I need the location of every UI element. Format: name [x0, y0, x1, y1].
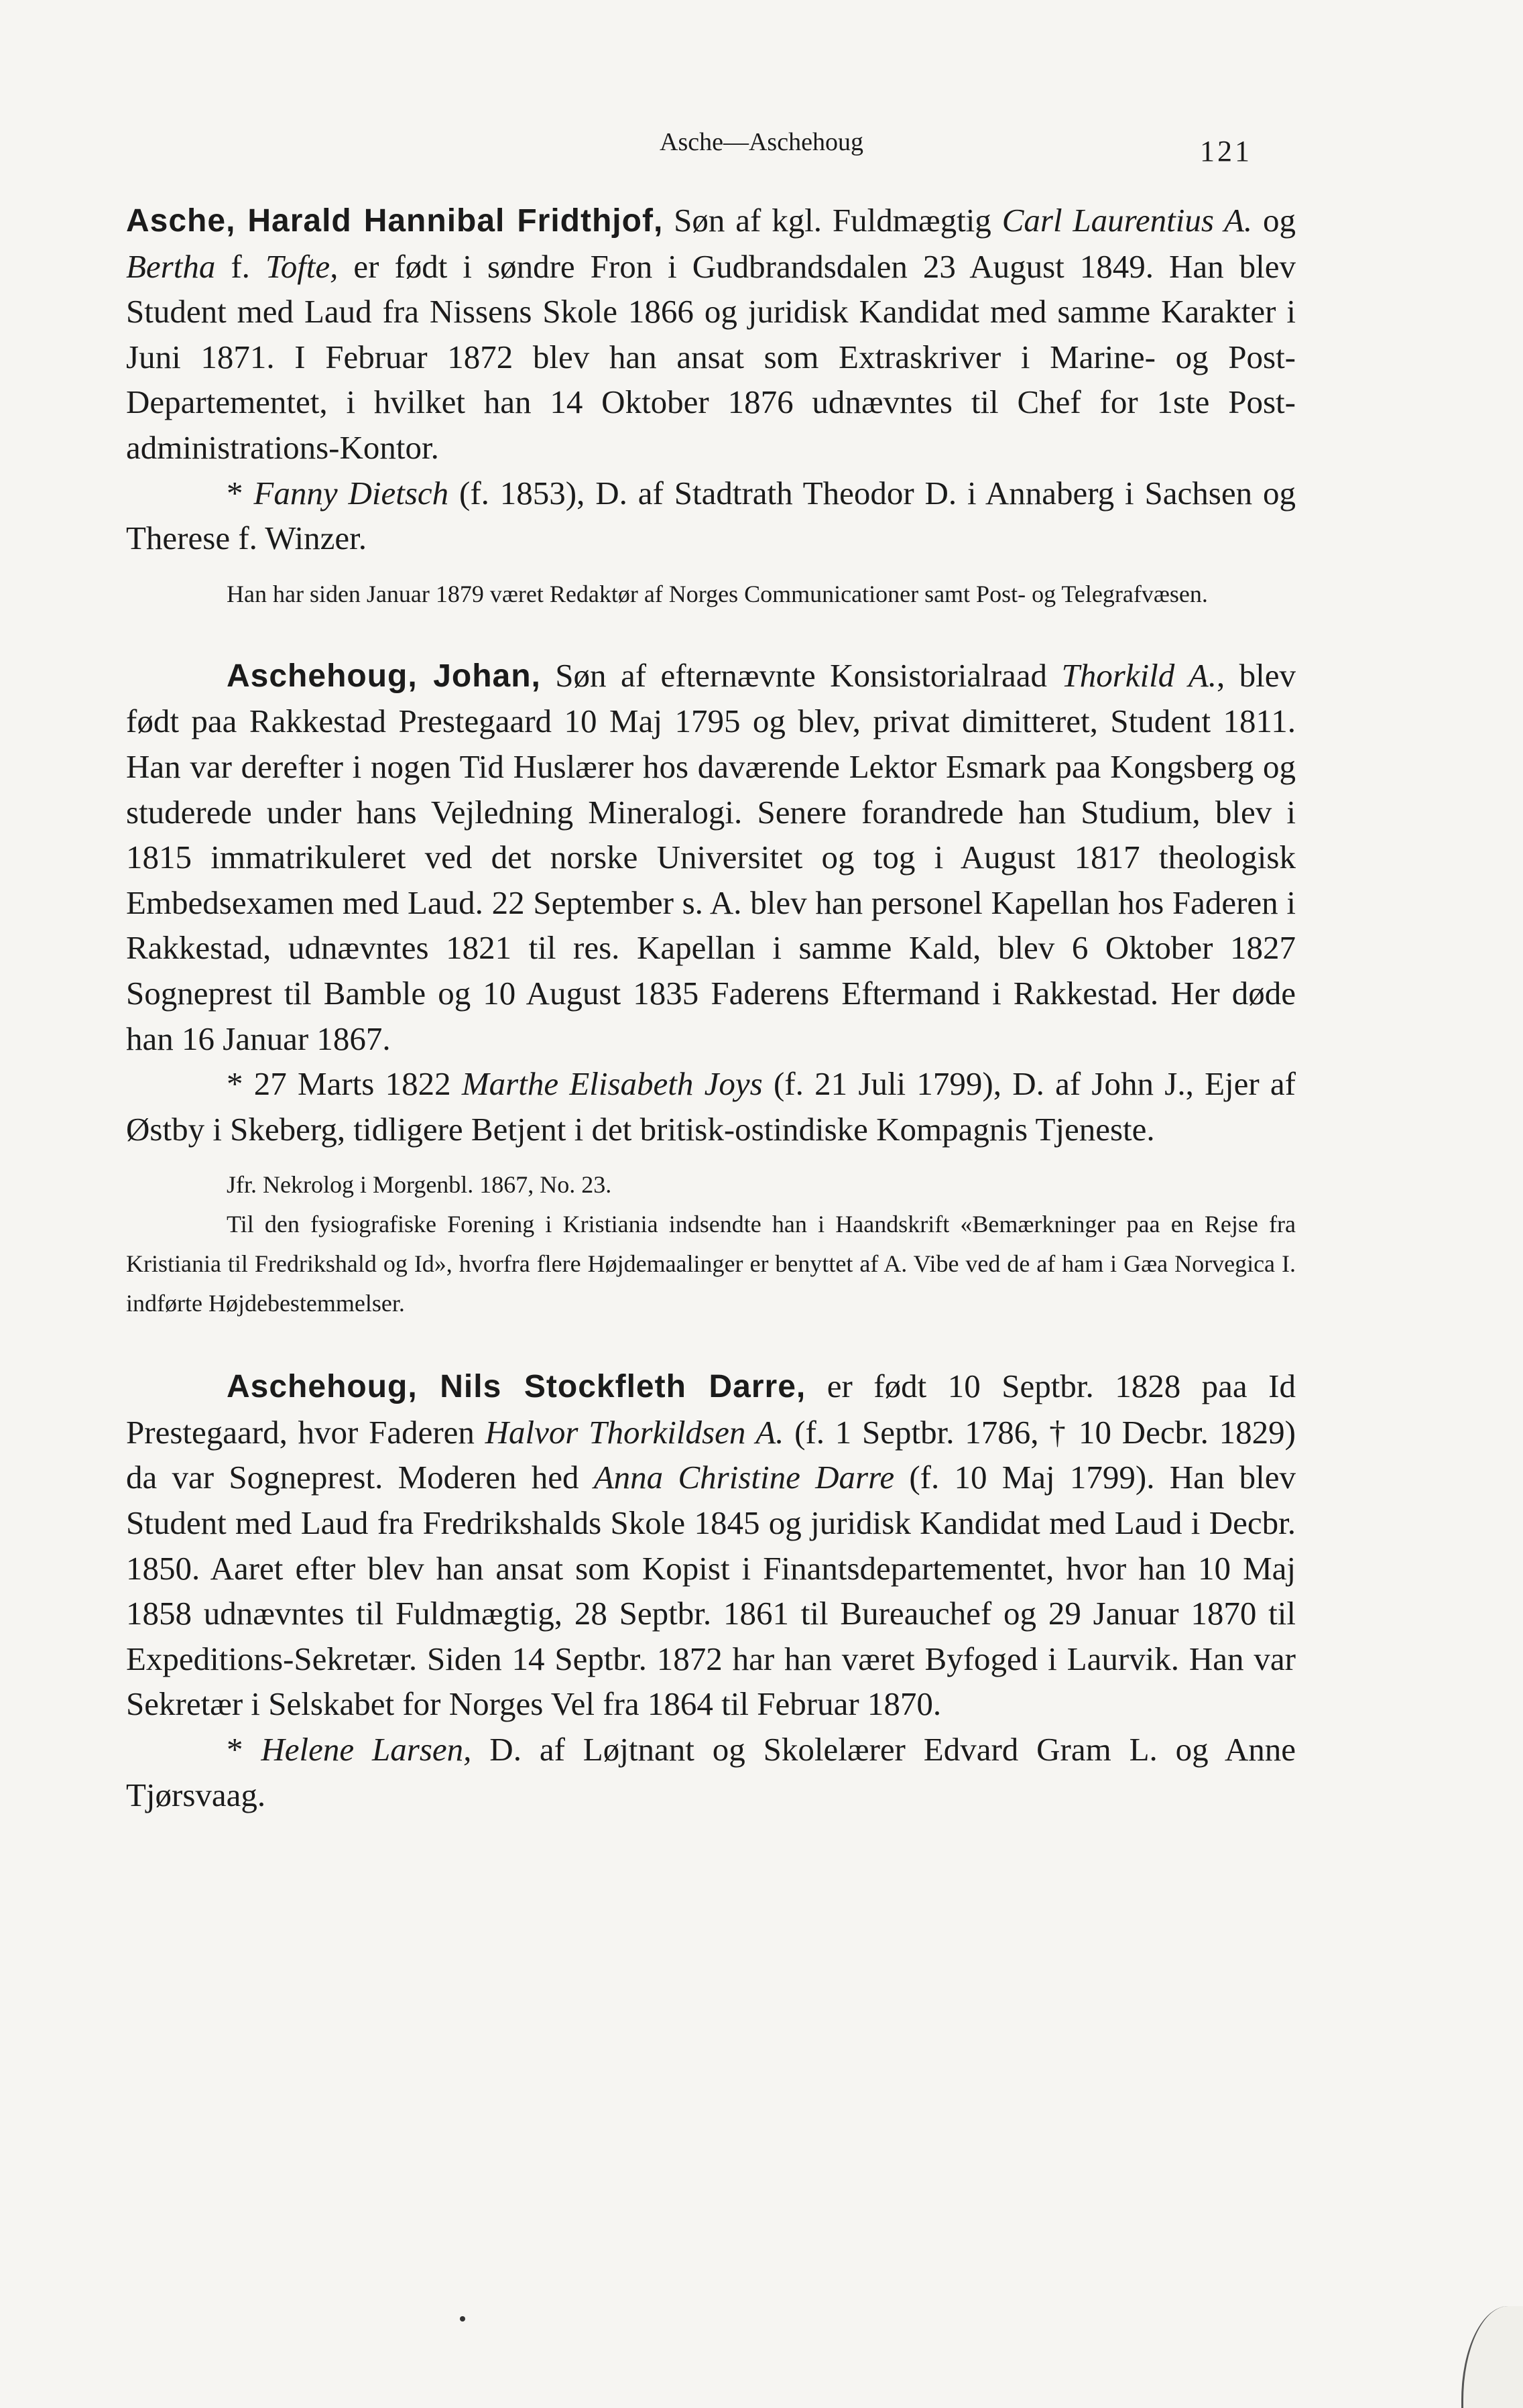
italic-name: Halvor Thorkildsen A. [485, 1413, 784, 1451]
spouse-line [126, 1061, 1296, 1152]
italic-name: Thorkild A. [1061, 656, 1217, 694]
entry-body [126, 198, 1296, 471]
entry-text [126, 657, 1296, 1057]
entry-asche-harald [126, 198, 1296, 614]
entry-heading: Asche, Harald Hannibal Fridthjof, [126, 203, 664, 239]
text-run: (f. 21 Juli 1799), D. af John J., Ejer af Østby i Skeberg, tidligere Betjent i det britisk-ostindiske Kompagnis Tjeneste. [126, 1065, 1296, 1148]
entry-text [126, 1368, 1296, 1722]
footnote: Jfr. Nekrolog i Morgenbl. 1867, No. 23. [227, 1171, 612, 1199]
text-run: * [227, 474, 254, 511]
text-run: (f. 1 Septbr. 1786, † 10 Decbr. 1829) da var Sogneprest. Moderen hed [126, 1413, 1296, 1496]
entry-aschehoug-nils [126, 1364, 1296, 1817]
entry-text [126, 202, 1296, 466]
notes [126, 1165, 1296, 1323]
entry-heading: Aschehoug, Johan, [227, 658, 541, 694]
italic-name: Anna Christine Darre [593, 1459, 895, 1496]
text-run: (f. 1853), D. af Stadtrath Theodor D. i Annaberg i Sachsen og Therese f. Winzer. [126, 474, 1296, 557]
footnote: Han har siden Januar 1879 været Redaktør af Norges Communicationer samt Post- og Telegrafvæsen. [227, 580, 1208, 607]
entry-heading: Aschehoug, Nils Stockfleth Darre, [227, 1369, 806, 1405]
footnote: Til den fysiografiske Forening i Kristiania indsendte han i Haandskrift «Bemærkninger paa en Rejse fra Kristiania til Fredrikshald og Id», hvorfra flere Højdemaalinger er benyttet af A. Vibe ved de af ham i Gæa Norvegica I. indførte Højdebestemmelser. [126, 1211, 1296, 1317]
italic-name: Bertha [126, 247, 216, 285]
italic-name: Carl Laurentius A. [1001, 202, 1253, 239]
italic-name: Helene Larsen, [261, 1731, 472, 1768]
text-run: f. [215, 247, 265, 285]
text-run: , blev født paa Rakkestad Prestegaard 10 Maj 1795 og blev, privat dimitteret, Student 1811. Han var derefter i nogen Tid Huslærer hos daværende Lektor Esmark paa Kongsberg og studerede under hans Vejledning Mineralogi. Senere forandrede han Studium, blev i 1815 immatrikuleret ved det norske Universitet og tog i August 1817 theologisk Embedsexamen med Laud. 22 September s. A. blev han personel Kapellan hos Faderen i Rakkestad, udnævntes 1821 til res. Kapellan i samme Kald, blev 6 Oktober 1827 Sogneprest til Bamble og 10 August 1835 Faderens Eftermand i Rakkestad. Her døde han 16 Januar 1867. [126, 656, 1296, 1057]
italic-name: Marthe Elisabeth Joys [461, 1065, 763, 1103]
spouse-line [126, 1727, 1296, 1817]
italic-name: Fanny Dietsch [253, 474, 449, 511]
page-corner-curl [1461, 2306, 1523, 2408]
italic-name: Tofte, [265, 247, 339, 285]
entry-aschehoug-johan [126, 653, 1296, 1324]
print-speck [460, 2316, 465, 2322]
notes [126, 575, 1296, 614]
text-run: Søn af efternævnte Konsistorialraad [540, 656, 1062, 694]
text-run: (f. 10 Maj 1799). Han blev Student med Laud fra Fredrikshalds Skole 1845 og juridisk Kandidat med Laud i Decbr. 1850. Aaret efter blev han ansat som Kopist i Finantsdepartementet, hvor han 10 Maj 1858 udnævntes til Fuldmægtig, 28 Septbr. 1861 til Bureauchef og 29 Januar 1870 til Expeditions-Sekretær. Siden 14 Septbr. 1872 har han været Byfoged i Laurvik. Han var Sekretær i Selskabet for Norges Vel fra 1864 til Februar 1870. [126, 1459, 1296, 1723]
text-run: er født 10 Septbr. 1828 paa Id Prestegaard, hvor Faderen [126, 1368, 1296, 1451]
text-run: og [1252, 202, 1296, 239]
text-run: Søn af kgl. Fuldmægtig [663, 202, 1002, 239]
text-run: D. af Løjtnant og Skolelærer Edvard Gram L. og Anne Tjørsvaag. [126, 1731, 1296, 1813]
text-run: * [227, 1731, 261, 1768]
entry-body [126, 1364, 1296, 1727]
page-content [126, 198, 1296, 1817]
spouse-line [126, 471, 1296, 561]
page-number: 121 [1200, 135, 1252, 168]
entry-body [126, 653, 1296, 1061]
text-run: er født i søndre Fron i Gudbrandsdalen 23 August 1849. Han blev Student med Laud fra Nissens Skole 1866 og juridisk Kandidat med samme Karakter i Juni 1871. I Februar 1872 blev han ansat som Extraskriver i Marine- og Post-Departementet, i hvilket han 14 Oktober 1876 udnævntes til Chef for 1ste Post-administrations-Kontor. [126, 247, 1296, 466]
running-head: Asche—Aschehoug [660, 128, 863, 156]
text-run: * 27 Marts 1822 [227, 1065, 462, 1103]
